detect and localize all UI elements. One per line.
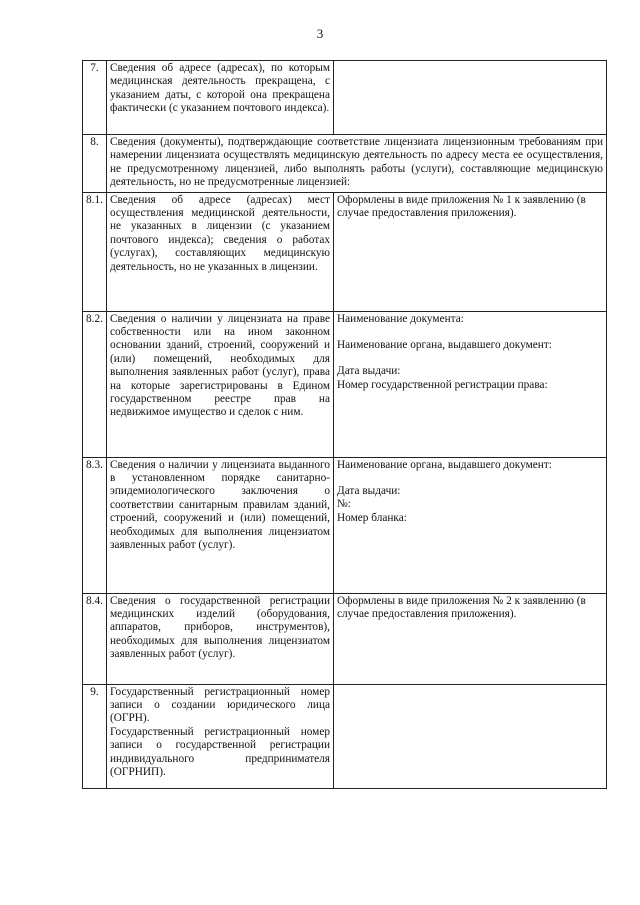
issuing-authority-label: Наименование органа, выдавшего документ: [337, 339, 552, 352]
row-number: 8. [83, 135, 107, 193]
row-info [334, 192, 607, 311]
row-number: 9. [83, 684, 107, 788]
ogrnip-description: Государственный регистрационный номер записи о государственной регистрации индивидуального предпринимателя (ОГРНИП). [110, 725, 330, 779]
table-row [83, 135, 607, 193]
page-number: 3 [316, 26, 324, 41]
row-number: 8.3. [83, 457, 107, 593]
table-row [83, 457, 607, 593]
row-info [334, 311, 607, 457]
registration-number-label: Номер государственной регистрации права: [337, 378, 548, 391]
row-description-full: Сведения (документы), подтверждающие соответствие лицензиата лицензионным требованиям при намерении лицензиата осуществлять медицинскую деятельность по адресу места ее осуществления, не предусмотренному лицензией, либо выполнять работы (услуги), составляющие медицинскую деятельность, но не предусмотренные лицензией: [107, 135, 607, 193]
row-description: Сведения об адресе (адресах), по которым медицинская деятельность прекращена, с указанием даты, с которой она прекращена фактически (с указанием почтового индекса). [107, 61, 334, 135]
issue-date-label: Дата выдачи: [337, 485, 401, 498]
row-description: Сведения о государственной регистрации медицинских изделий (оборудования, аппаратов, приборов, инструментов), необходимых для выполнения лицензиатом заявленных работ (услуг). [107, 593, 334, 684]
row-number: 7. [83, 61, 107, 135]
row-info-empty [334, 61, 607, 135]
info-line: Оформлены в виде приложения № 1 к заявлению (в случае предоставления приложения). [337, 193, 586, 220]
row-number: 8.2. [83, 311, 107, 457]
issuing-authority-label: Наименование органа, выдавшего документ: [337, 458, 552, 471]
table-row [83, 684, 607, 788]
document-number-label: №: [337, 498, 351, 511]
table-row [83, 593, 607, 684]
row-info [334, 593, 607, 684]
row-description: Сведения об адресе (адресах) мест осуществления медицинской деятельности, не указанных в лицензии (с указанием почтового индекса); сведения о работах (услугах), составляющих медицинскую деятельность, но не указанных в лицензии. [107, 192, 334, 311]
form-number-label: Номер бланка: [337, 511, 407, 524]
row-info [334, 457, 607, 593]
row-description [107, 684, 334, 788]
application-table [82, 60, 607, 789]
info-line: Оформлены в виде приложения № 2 к заявлению (в случае предоставления приложения). [337, 594, 586, 621]
row-number: 8.1. [83, 192, 107, 311]
row-info-empty [334, 684, 607, 788]
document-name-label: Наименование документа: [337, 312, 464, 325]
row-number: 8.4. [83, 593, 107, 684]
row-description: Сведения о наличии у лицензиата выданного в установленном порядке санитарно-эпидемиологического заключения о соответствии санитарным правилам зданий, строений, сооружений и (или) помещений, необходимых для выполнения лицензиатом заявленных работ (услуг). [107, 457, 334, 593]
issue-date-label: Дата выдачи: [337, 365, 401, 378]
table-row [83, 61, 607, 135]
table-row [83, 311, 607, 457]
ogrn-description: Государственный регистрационный номер записи о создании юридического лица (ОГРН). [110, 685, 330, 725]
row-description: Сведения о наличии у лицензиата на праве собственности или на ином законном основании зданий, строений, сооружений и (или) помещений, необходимых для выполнения заявленных работ (услуг), права на которые зарегистрированы в Едином государственном реестре прав на недвижимое имущество и сделок с ним. [107, 311, 334, 457]
table-row [83, 192, 607, 311]
